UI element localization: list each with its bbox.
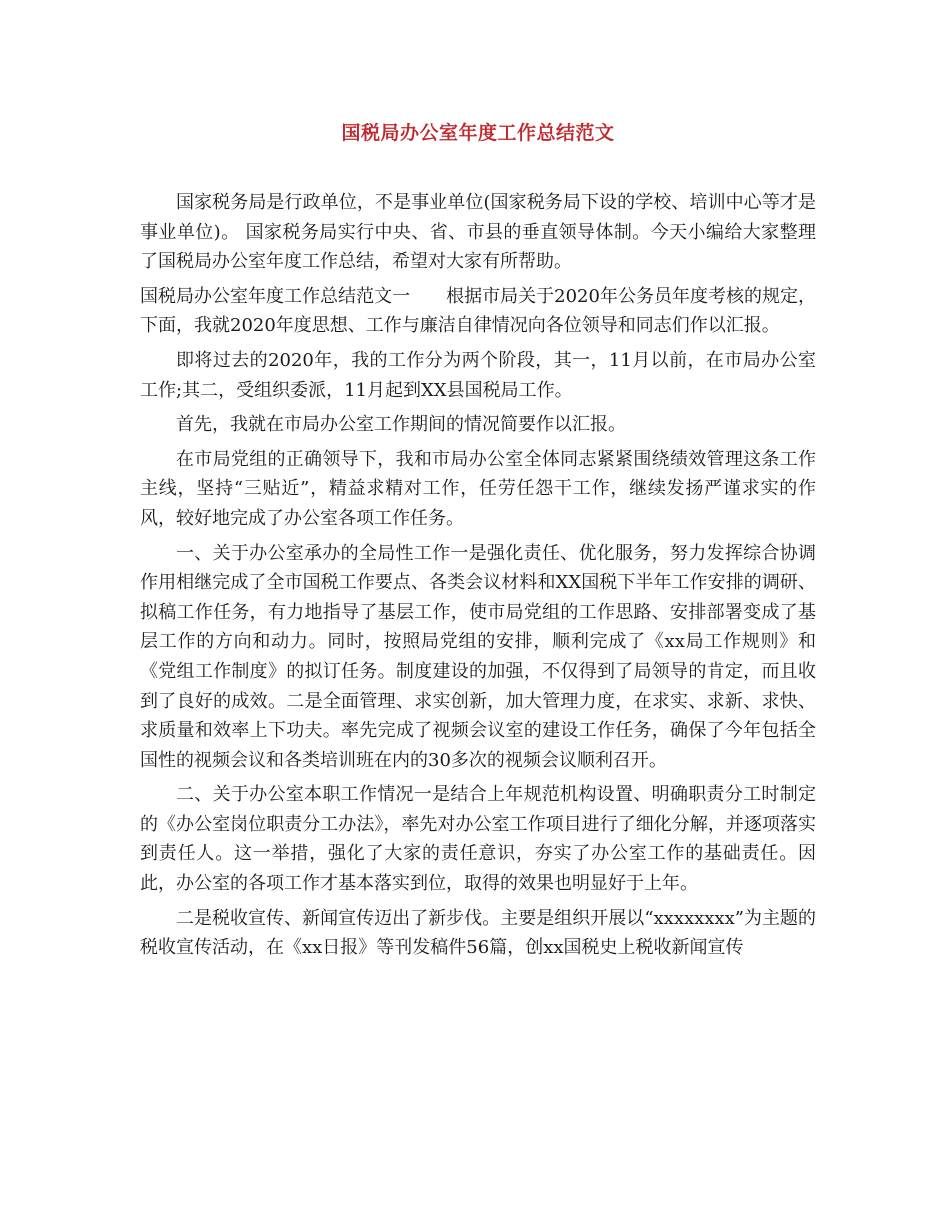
- body-paragraph: 在市局党组的正确领导下，我和市局办公室全体同志紧紧围绕绩效管理这条工作主线，坚持“三贴近”，精益求精对工作，任劳任怨干工作，继续发扬严谨求实的作风，较好地完成了办公室各项工作任务。: [140, 448, 816, 529]
- intro-paragraph: 国家税务局是行政单位，不是事业单位(国家税务局下设的学校、培训中心等才是事业单位)。 国家税务局实行中央、省、市县的垂直领导体制。今天小编给大家整理了国税局办公室年度工作总结，希望对大家有所帮助。: [140, 192, 816, 273]
- body-paragraph: 二、关于办公室本职工作情况一是结合上年规范机构设置、明确职责分工时制定的《办公室岗位职责分工办法》，率先对办公室工作项目进行了细化分解，并逐项落实到责任人。这一举措，强化了大家的责任意识，夯实了办公室工作的基础责任。因此，办公室的各项工作才基本落实到位，取得的效果也明显好于上年。: [140, 784, 816, 895]
- body-paragraph: 一、关于办公室承办的全局性工作一是强化责任、优化服务，努力发挥综合协调作用相继完成了全市国税工作要点、各类会议材料和XX国税下半年工作安排的调研、拟稿工作任务，有力地指导了基层工作，使市局党组的工作思路、安排部署变成了基层工作的方向和动力。同时，按照局党组的安排，顺利完成了《xx局工作规则》和《党组工作制度》的拟订任务。制度建设的加强，不仅得到了局领导的肯定，而且收到了良好的成效。二是全面管理、求实创新，加大管理力度，在求实、求新、求快、求质量和效率上下功夫。率先完成了视频会议室的建设工作任务，确保了今年包括全国性的视频会议和各类培训班在内的30多次的视频会议顺利召开。: [140, 542, 816, 771]
- body-paragraph: 即将过去的2020年，我的工作分为两个阶段，其一，11月以前，在市局办公室工作;其二，受组织委派，11月起到XX县国税局工作。: [140, 349, 816, 401]
- document-page: [140, 118, 816, 968]
- section-heading: 国税局办公室年度工作总结范文一: [140, 285, 411, 307]
- body-paragraph: 二是税收宣传、新闻宣传迈出了新步伐。主要是组织开展以“xxxxxxxx”为主题的税收宣传活动，在《xx日报》等刊发稿件56篇，创xx国税史上税收新闻宣传: [140, 907, 816, 959]
- section-lead-text: 根据市局关于2020年公务员年度考核的规定，下面，我就2020年度思想、工作与廉洁自律情况向各位领导和同志们作以汇报。: [140, 285, 817, 337]
- document-title: 国税局办公室年度工作总结范文: [341, 122, 615, 144]
- body-paragraph: 首先，我就在市局办公室工作期间的情况简要作以汇报。: [176, 414, 626, 436]
- section-paragraph: [140, 282, 816, 341]
